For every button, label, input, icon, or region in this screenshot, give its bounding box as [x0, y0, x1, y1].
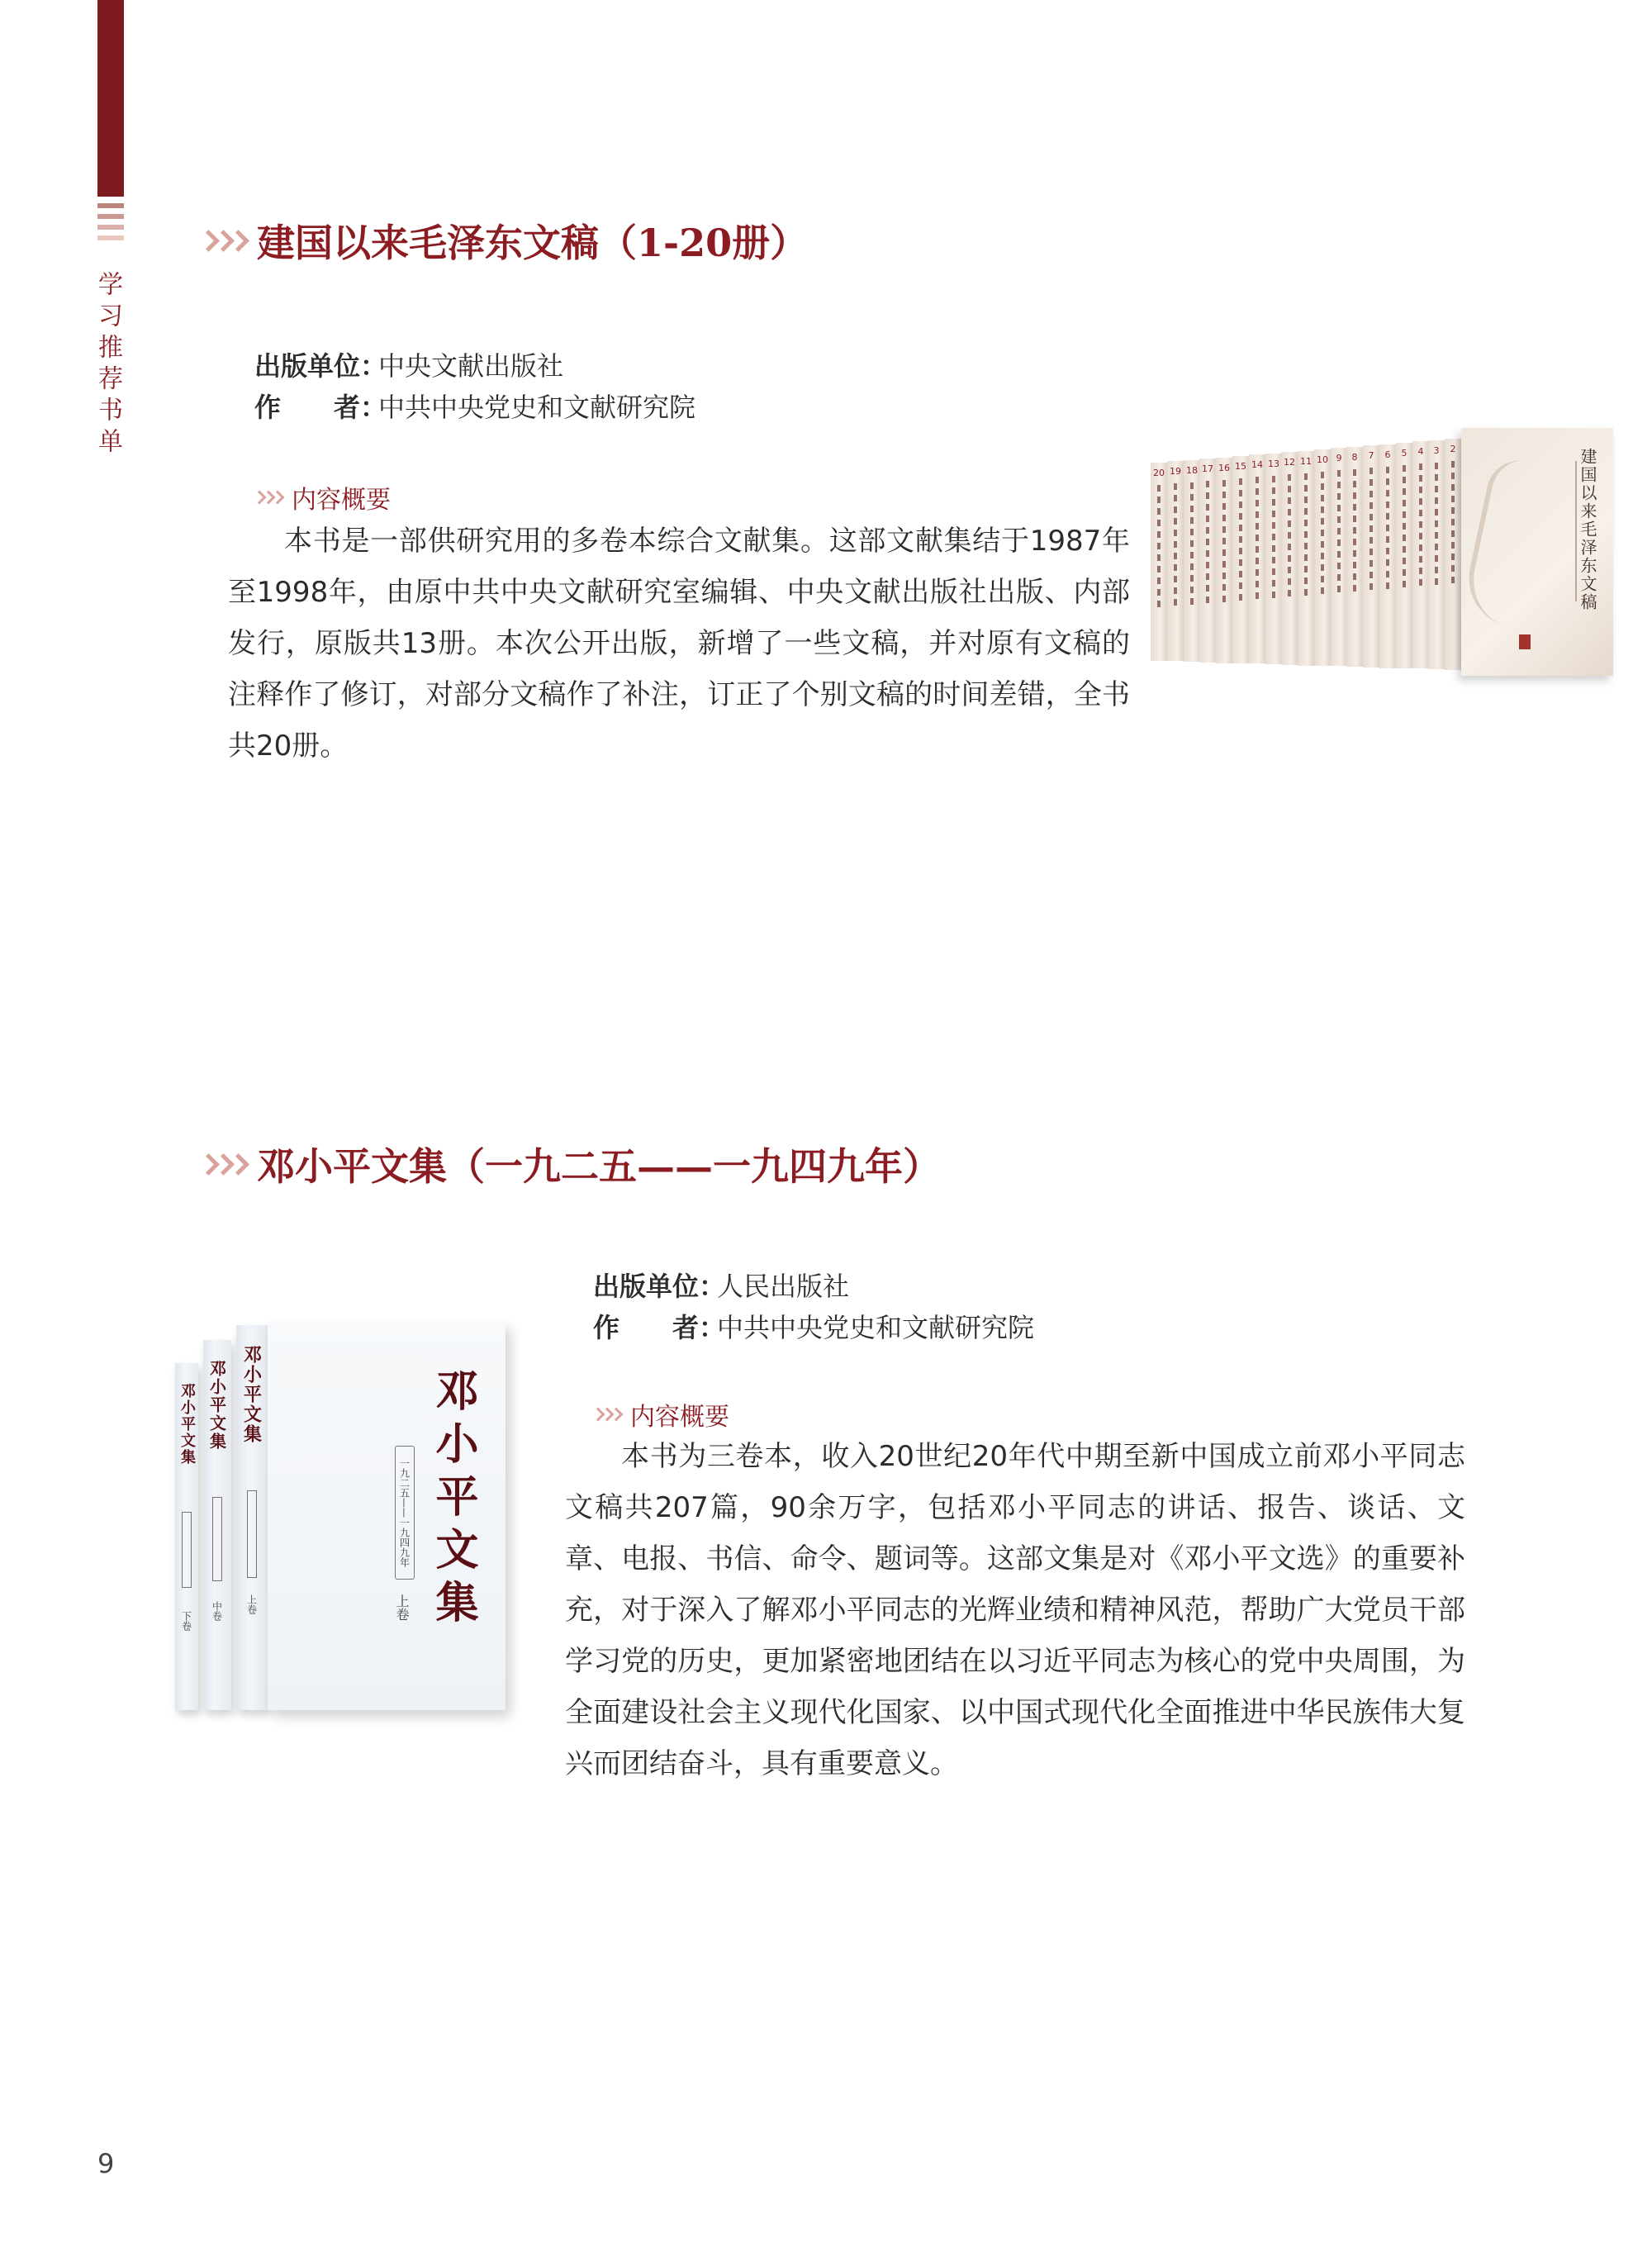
publisher-label: 出版单位： [593, 1271, 726, 1302]
book1-publisher: 中央文献出版社 [378, 350, 564, 382]
chevron-right-icon [593, 1409, 620, 1419]
book1-spine-number: 9 [1336, 453, 1342, 463]
book1-spine-number: 11 [1300, 456, 1312, 467]
book2-summary-heading: 内容概要 [630, 1403, 729, 1432]
book1-spine [1363, 445, 1380, 668]
book1-title-row [201, 213, 808, 268]
book2-spine-volume: 下卷 [180, 1611, 192, 1631]
book1-cover-title: 建国以来毛泽东文稿 [1578, 448, 1597, 611]
book1-spine [1199, 459, 1217, 663]
book1-spine-number: 2 [1450, 444, 1456, 454]
book2-cover [268, 1322, 506, 1710]
publisher-label: 出版单位： [254, 350, 387, 382]
book1-spine [1331, 448, 1348, 666]
book1-spine-number: 10 [1317, 454, 1328, 465]
book1-meta [254, 345, 695, 428]
book1-spine-number: 4 [1417, 446, 1424, 457]
book1-spine [1184, 460, 1201, 662]
book1-spine-number: 14 [1251, 459, 1263, 470]
book1-spine-number: 18 [1186, 465, 1198, 476]
book1-summary: 本书是一部供研究用的多卷本综合文献集。这部文献集结于1987年至1998年，由原中共中央文献研究室编辑、中央文献出版社出版、内部发行，原版共13册。本次公开出版，新增了一些文稿，并对原有文稿的注释作了修订，对部分文稿作了补注，订正了个别文稿的时间差错，全书共20册。 [228, 525, 1130, 763]
book1-cover [1461, 428, 1613, 676]
book2-volume-1 [236, 1325, 268, 1710]
book2-title: 邓小平文集（一九二五——一九四九年） [257, 1144, 941, 1189]
sidebar-stripes [97, 203, 124, 246]
book1-spine [1314, 449, 1332, 666]
book2-title-row [201, 1137, 941, 1191]
book1-spine [1445, 439, 1462, 670]
book2-volume-2 [203, 1340, 231, 1710]
author-label: 作 者： [254, 392, 387, 423]
book2-image [175, 1322, 506, 1710]
book2-spine-volume: 中卷 [211, 1601, 223, 1621]
book1-spine [1379, 444, 1397, 668]
book1-spine-number: 15 [1235, 461, 1246, 472]
book1-spine [1167, 461, 1184, 661]
book1-spine-number: 13 [1268, 459, 1279, 469]
book1-spine-number: 3 [1433, 445, 1440, 456]
book1-spine [1249, 454, 1266, 663]
book1-spine-number: 8 [1351, 452, 1358, 463]
book2-cover-title: 邓小平文集 [428, 1368, 478, 1632]
author-label: 作 者： [593, 1312, 726, 1343]
sidebar-accent-bar [97, 0, 124, 197]
book1-spine [1216, 458, 1233, 663]
chevron-right-icon [201, 233, 245, 249]
book2-summary-heading-row [593, 1396, 729, 1433]
book1-spine-number: 16 [1218, 463, 1230, 473]
book2-publisher: 人民出版社 [717, 1271, 850, 1302]
book1-spine [1281, 452, 1298, 665]
chevron-right-icon [201, 1157, 245, 1172]
book2-spine-title: 邓小平文集 [206, 1360, 227, 1451]
book1-author: 中共中央党史和文献研究院 [378, 392, 696, 423]
book1-spine [1346, 447, 1364, 667]
book1-summary-heading-row [254, 479, 391, 516]
book1-spine [1232, 456, 1250, 663]
book1-spine-number: 7 [1368, 450, 1374, 461]
book1-spine [1298, 451, 1315, 666]
book1-title: 建国以来毛泽东文稿（1-20册） [257, 221, 809, 265]
page-number: 9 [97, 2148, 115, 2179]
book1-spine [1396, 443, 1413, 668]
book1-spine-number: 5 [1401, 448, 1408, 459]
book2-author: 中共中央党史和文献研究院 [717, 1312, 1035, 1343]
book1-spine [1151, 463, 1168, 661]
book1-spine-number: 19 [1170, 466, 1181, 477]
book2-meta [593, 1266, 1034, 1348]
book1-spine-number: 12 [1284, 457, 1295, 468]
book2-spine-volume: 上卷 [245, 1594, 258, 1614]
book1-summary-heading: 内容概要 [292, 486, 391, 515]
seal-icon [1519, 634, 1531, 649]
book1-spine [1412, 441, 1430, 668]
book2-spine-title: 邓小平文集 [178, 1383, 196, 1466]
book2-volume-3 [175, 1363, 198, 1710]
book2-cover-dates: 一九二五——一九四九年 [395, 1446, 415, 1580]
book2-spine-title: 邓小平文集 [240, 1345, 263, 1444]
book2-summary: 本书为三卷本，收入20世纪20年代中期至新中国成立前邓小平同志文稿共207篇，90余万字，包括邓小平同志的讲话、报告、谈话、文章、电报、书信、命令、题词等。这部文集是对《邓小平文选》的重要补充，对于深入了解邓小平同志的光辉业绩和精神风范，帮助广大党员干部学习党的历史，更加紧密地团结在以习近平同志为核心的党中央周围，为全面建设社会主义现代化国家、以中国式现代化全面推进中华民族伟大复兴而团结奋斗，具有重要意义。 [565, 1440, 1465, 1780]
sidebar-label: 学习推荐书单 [93, 271, 122, 459]
book1-image [1151, 438, 1613, 686]
book1-spine [1428, 440, 1446, 669]
book1-spine-number: 6 [1384, 449, 1391, 460]
book2-cover-volume: 上卷 [394, 1594, 410, 1621]
book1-spine-number: 20 [1153, 468, 1165, 478]
chevron-right-icon [254, 492, 282, 502]
book1-spine-number: 17 [1202, 463, 1213, 474]
book1-spine [1265, 454, 1283, 664]
